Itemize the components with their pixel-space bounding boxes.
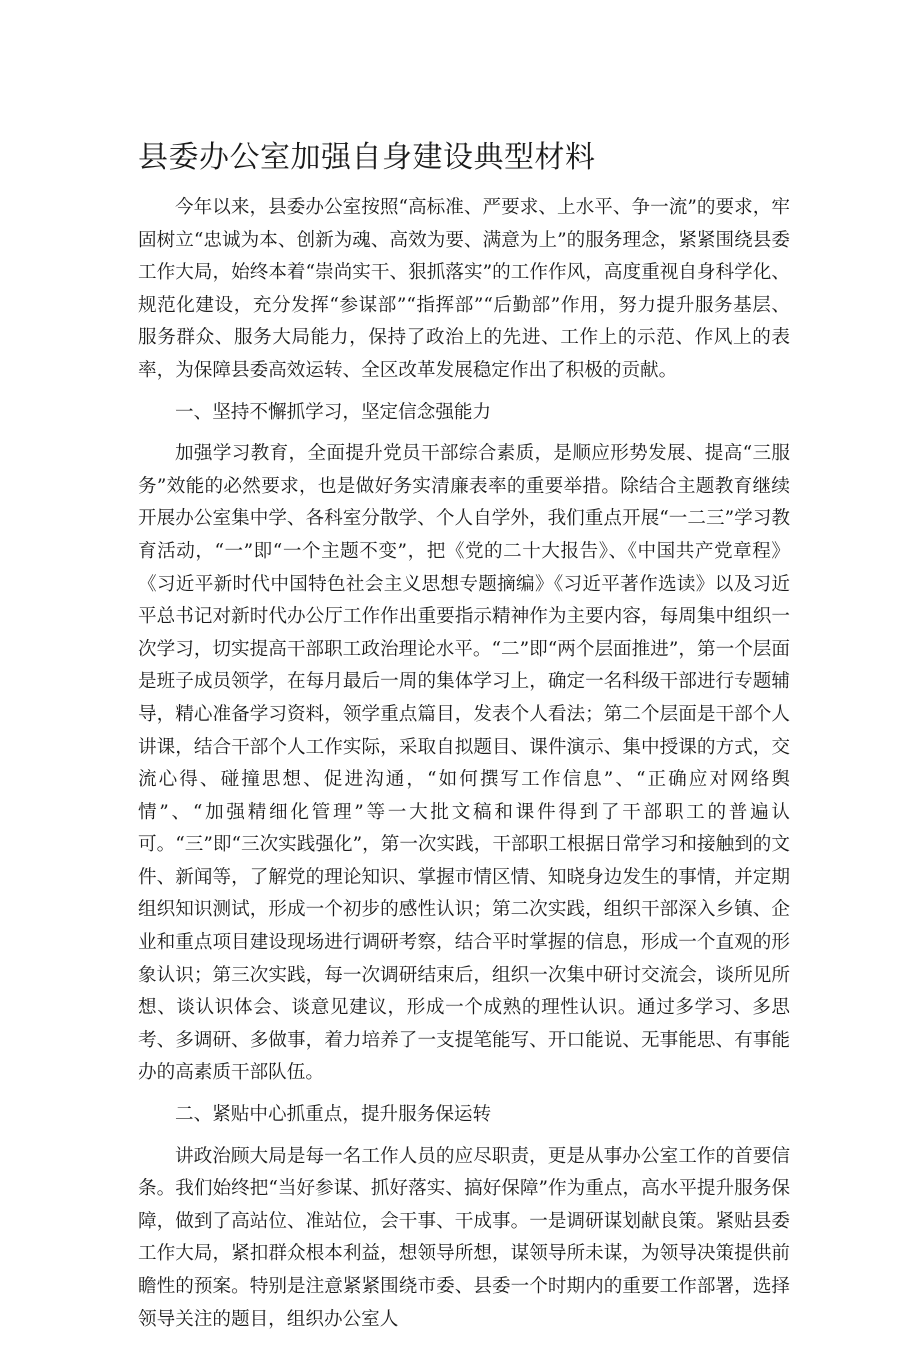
section-2-paragraph: 讲政治顾大局是每一名工作人员的应尽职责，更是从事办公室工作的首要信条。我们始终把“当好参谋、抓好落实、搞好保障”作为重点，高水平提升服务保障，做到了高站位、准站位，会干事、干成事。一是调研谋划献良策。紧贴县委工作大局，紧扣群众根本利益，想领导所想，谋领导所未谋，为领导决策提供前瞻性的预案。特别是注意紧紧围绕市委、县委一个时期内的重要工作部署，选择领导关注的题目，组织办公室人 — [138, 1145, 790, 1330]
intro-paragraph: 今年以来，县委办公室按照“高标准、严要求、上水平、争一流”的要求，牢固树立“忠诚为本、创新为魂、高效为要、满意为上”的服务理念，紧紧围绕县委工作大局，始终本着“崇尚实干、狠抓落实”的工作作风，高度重视自身科学化、规范化建设，充分发挥“参谋部”“指挥部”“后勤部”作用，努力提升服务基层、服务群众、服务大局能力，保持了政治上的先进、工作上的示范、作风上的表率，为保障县委高效运转、全区改革发展稳定作出了积极的贡献。 — [138, 197, 790, 381]
document-title: 县委办公室加强自身建设典型材料 — [138, 140, 596, 175]
section-2-heading: 二、紧贴中心抓重点，提升服务保运转 — [175, 1104, 492, 1126]
document-body — [138, 192, 790, 1345]
section-1-heading: 一、坚持不懈抓学习，坚定信念强能力 — [175, 401, 492, 423]
section-1-paragraph: 加强学习教育，全面提升党员干部综合素质，是顺应形势发展、提高“三服务”效能的必然要求，也是做好务实清廉表率的重要举措。除结合主题教育继续开展办公室集中学、各科室分散学、个人自学外，我们重点开展“一二三”学习教育活动，“一”即“一个主题不变”，把《党的二十大报告》、《中国共产党章程》《习近平新时代中国特色社会主义思想专题摘编》《习近平著作选读》以及习近平总书记对新时代办公厅工作作出重要指示精神作为主要内容，每周集中组织一次学习，切实提高干部职工政治理论水平。“二”即“两个层面推进”，第一个层面是班子成员领学，在每月最后一周的集体学习上，确定一名科级干部进行专题辅导，精心准备学习资料，领学重点篇目，发表个人看法；第二个层面是干部个人讲课，结合干部个人工作实际，采取自拟题目、课件演示、集中授课的方式，交流心得、碰撞思想、促进沟通，“如何撰写工作信息”、“正确应对网络舆情”、“加强精细化管理”等一大批文稿和课件得到了干部职工的普遍认可。“三”即“三次实践强化”，第一次实践，干部职工根据日常学习和接触到的文件、新闻等，了解党的理论知识、掌握市情区情、知晓身边发生的事情，并定期组织知识测试，形成一个初步的感性认识；第二次实践，组织干部深入乡镇、企业和重点项目建设现场进行调研考察，结合平时掌握的信息，形成一个直观的形象认识；第三次实践，每一次调研结束后，组织一次集中研讨交流会，谈所见所想、谈认识体会、谈意见建议，形成一个成熟的理性认识。通过多学习、多思考、多调研、多做事，着力培养了一支提笔能写、开口能说、无事能思、有事能办的高素质干部队伍。 — [138, 443, 790, 1084]
